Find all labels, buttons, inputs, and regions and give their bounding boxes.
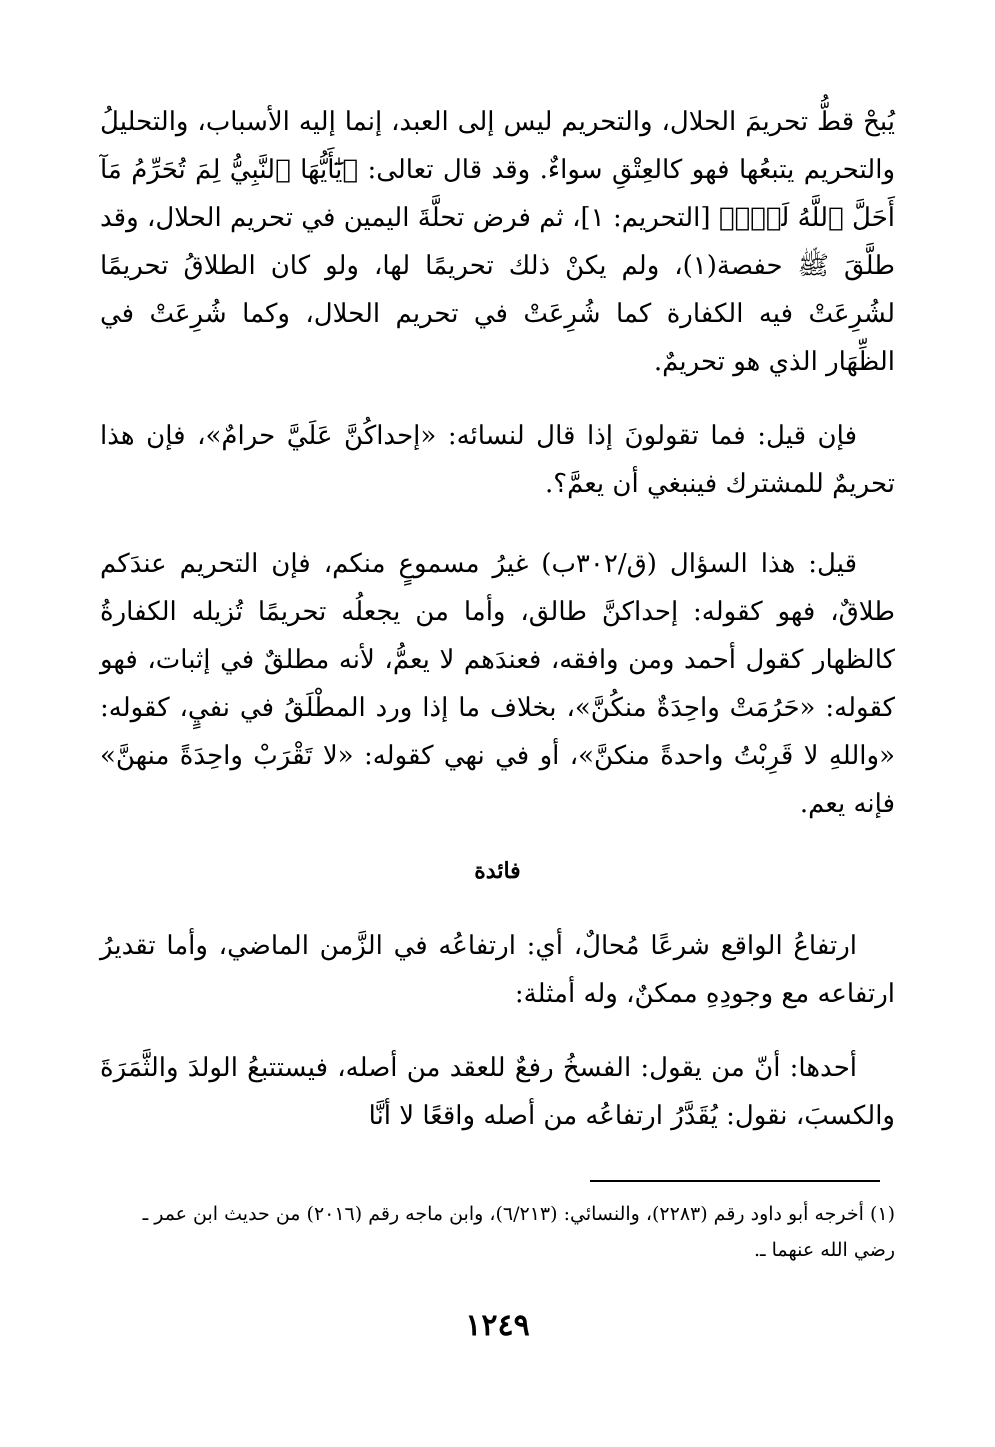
- footnote-divider: [590, 1180, 880, 1182]
- footnote: (١) أخرجه أبو داود رقم (٢٢٨٣)، والنسائي: (٦/٢١٣)، وابن ماجه رقم (٢٠١٦) من حديث ابن عمر ـ رضي الله عنهما ـ.: [142, 1203, 895, 1261]
- section-heading: فائدة: [474, 858, 521, 884]
- paragraph-3-text: قيل: هذا السؤال (ق/٣٠٢ب) غيرُ مسموعٍ منكم، فإن التحريم عندَكم طلاقٌ، فهو كقوله: إحداكنَّ طالق، وأما من يجعلُه تحريمًا تُزيله الكفارةُ كالظهار كقول أحمد ومن وافقه، فعندَهم لا يعمُّ، لأنه مطلقٌ في إثبات، فهو كقوله: «حَرُمَتْ واحِدَةٌ منكُنَّ»، بخلاف ما إذا ورد المطْلَقُ في نفيٍ، كقوله: «واللهِ لا قَرِبْتُ واحدةً منكنَّ»، أو في نهي كقوله: «لا تَقْرَبْ واحِدَةً منهنَّ» فإنه يعم.: [100, 549, 895, 819]
- paragraph-2: [100, 412, 895, 508]
- paragraph-1: [100, 98, 895, 386]
- page-number: ١٢٤٩: [465, 1308, 530, 1343]
- paragraph-4: [100, 922, 895, 1018]
- paragraph-2-text: فإن قيل: فما تقولونَ إذا قال لنسائه: «إحداكُنَّ عَلَيَّ حرامٌ»، فإن هذا تحريمٌ للمشترك فينبغي أن يعمَّ؟.: [100, 421, 895, 499]
- paragraph-1-text: يُبحْ قطُّ تحريمَ الحلال، والتحريم ليس إلى العبد، إنما إليه الأسباب، والتحليلُ والتحريم يتبعُها فهو كالعِتْقِ سواءٌ. وقد قال تعالى: ﴿يَٰٓأَيُّهَا ٱلنَّبِيُّ لِمَ تُحَرِّمُ مَآ أَحَلَّ ٱللَّهُ لَكَۖ﴾ [التحريم: ١]، ثم فرض تحلَّةَ اليمين في تحريم الحلال، وقد طلَّقَ ﷺ حفصة(١)، ولم يكنْ ذلك تحريمًا لها، ولو كان الطلاقُ تحريمًا لشُرِعَتْ فيه الكفارة كما شُرِعَتْ في تحريم الحلال، وكما شُرِعَتْ في الظِّهَار الذي هو تحريمٌ.: [100, 107, 895, 377]
- paragraph-3: [100, 540, 895, 828]
- paragraph-4-text: ارتفاعُ الواقع شرعًا مُحالٌ، أي: ارتفاعُه في الزَّمن الماضي، وأما تقديرُ ارتفاعه مع وجودِهِ ممكنٌ، وله أمثلة:: [100, 931, 895, 1009]
- paragraph-5-text: أحدها: أنّ من يقول: الفسخُ رفعٌ للعقد من أصله، فيستتبعُ الولدَ والثَّمَرَةَ والكسبَ، نقول: يُقَدَّرُ ارتفاعُه من أصله واقعًا لا أنَّا: [100, 1053, 895, 1131]
- paragraph-5: [100, 1044, 895, 1140]
